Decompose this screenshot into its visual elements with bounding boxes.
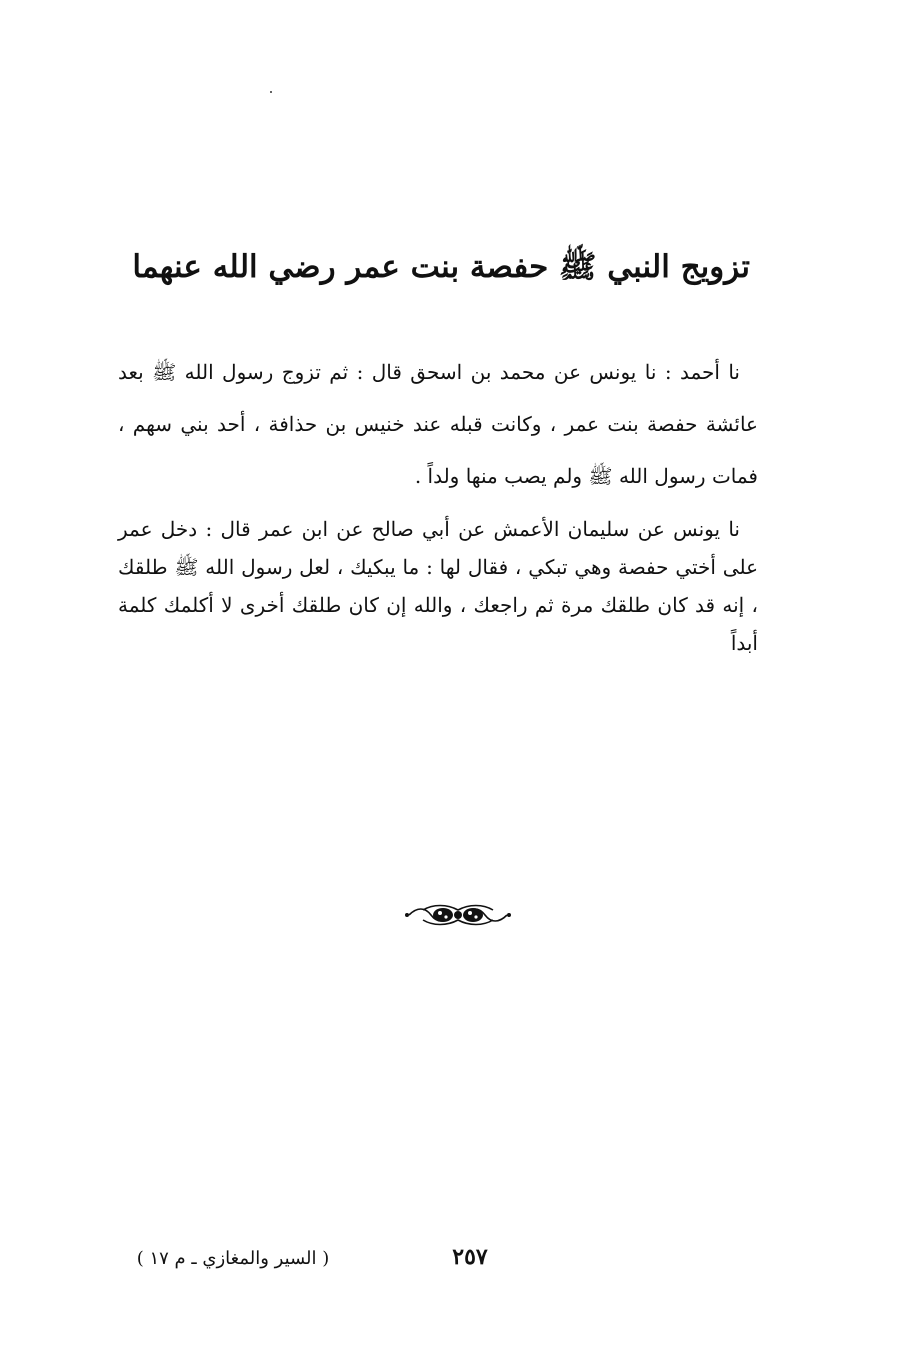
- decorative-divider-icon: [403, 900, 513, 930]
- narration-paragraph-2: نا يونس عن سليمان الأعمش عن أبي صالح عن ابن عمر قال : دخل عمر على أختي حفصة وهي تبكي ، فقال لها : ما يبكيك ، لعل رسول الله ﷺ طلقك ، إنه قد كان طلقك مرة ثم راجعك ، والله إن كان طلقك أخرى لا أكلمك كلمة أبداً: [118, 517, 758, 655]
- page-title: تزويج النبي ﷺ حفصة بنت عمر رضي الله عنهما: [132, 249, 750, 285]
- book-reference: ( السير والمغازي ـ م ١٧ ): [136, 1248, 330, 1269]
- print-speck: [270, 91, 272, 93]
- narration-paragraph-1: نا أحمد : نا يونس عن محمد بن اسحق قال : ثم تزوج رسول الله ﷺ بعد عائشة حفصة بنت عمر ، وكانت قبله عند خنيس بن حذافة ، أحد بني سهم ، فمات رسول الله ﷺ ولم يصب منها ولداً .: [118, 360, 758, 488]
- page-number: ٢٥٧: [452, 1244, 488, 1270]
